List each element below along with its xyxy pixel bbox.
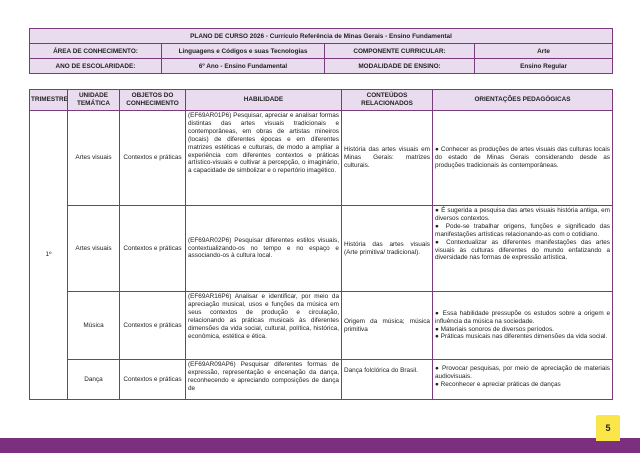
col-header-orientacoes: ORIENTAÇÕES PEDAGÓGICAS [433,90,613,111]
habilidade-text: (EF69AR09AP6) Pesquisar diferentes formas de expressão, representação e encenação da dança, reconhecendo e apreciando composições de dança de [188,361,339,392]
orientacoes-cell [433,360,613,400]
table-row [30,111,613,206]
habilidade-cell [186,206,342,292]
ano-label: ANO DE ESCOLARIDADE: [30,59,162,74]
conteudos-cell: História das artes visuais em Minas Gerais: matrizes culturais. [342,111,433,206]
orientacoes-cell [433,111,613,206]
orientacao-item: ● Materiais sonoros de diversos períodos. [435,325,554,333]
objetos-cell: Contextos e práticas [120,360,186,400]
orientacoes-cell [433,292,613,360]
habilidade-text: (EF69AR02P6) Pesquisar diferentes estilos visuais, contextualizando-os no tempo e no espaço e associando-os à cultura local. [188,236,339,260]
conteudos-cell: Origem da música; música primitiva [342,292,433,360]
col-header-trimestre: TRIMESTRE [30,90,68,111]
modalidade-value: Ensino Regular [475,59,613,74]
page-number: 5 [596,415,620,441]
course-plan-header [29,28,613,74]
col-header-conteudos: CONTEÚDOS RELACIONADOS [342,90,433,111]
orientacao-item: ● Pode-se trabalhar origens, funções e significado das manifestações artísticas relacionando-as com o cotidiano. [435,222,610,238]
conteudos-cell: História das artes visuais (Arte primitiva/ tradicional). [342,206,433,292]
habilidade-cell [186,111,342,206]
trimestre-cell: 1º [30,111,68,400]
objetos-cell: Contextos e práticas [120,206,186,292]
objetos-cell: Contextos e práticas [120,111,186,206]
col-header-unidade: UNIDADE TEMÁTICA [68,90,120,111]
table-row [30,360,613,400]
area-value: Linguagens e Códigos e suas Tecnologias [162,44,325,59]
table-row [30,206,613,292]
col-header-habilidade: HABILIDADE [186,90,342,111]
orientacao-item: ● Contextualizar as diferentes manifestações das artes visuais às culturas diferentes do mundo enfatizando a diversidade nas formas de expressão artística. [435,238,610,262]
curriculum-table [29,89,613,400]
orientacao-item: ● É sugerida a pesquisa das artes visuais história antiga, em diversos contextos. [435,207,610,222]
modalidade-label: MODALIDADE DE ENSINO: [325,59,475,74]
unidade-cell: Dança [68,360,120,400]
orientacao-item: ● Conhecer as produções de artes visuais das culturas locais do estado de Minas Gerais considerando desde as produções tradicionais às contemporâneas. [435,146,610,169]
objetos-cell: Contextos e práticas [120,292,186,360]
orientacoes-cell [433,206,613,292]
habilidade-cell [186,360,342,400]
conteudos-cell [342,360,433,400]
componente-value: Arte [475,44,613,59]
orientacao-item: ● Essa habilidade pressupõe os estudos sobre a origem e influência da música na sociedade. [435,309,610,325]
table-header-row [30,90,613,111]
table-row [30,292,613,360]
orientacao-item: ● Provocar pesquisas, por meio de apreciação de materiais audiovisuais. [435,365,610,380]
habilidade-text: (EF69AR01P6) Pesquisar, apreciar e analisar formas distintas das artes visuais tradicionais e contemporâneas, em obras de artistas mineiros (locais) de diferentes épocas e em diferentes matrizes estéticas e culturais, de modo a ampliar a experiência com diferentes contextos e práticas artístico-visuais e cultivar a percepção, o imaginário, a capacidade de simbolizar e o repertório imagético. [188,112,339,175]
orientacoes-list [435,361,610,389]
conteudos-text: Dança folclórica do Brasil. [344,367,418,374]
unidade-cell: Artes visuais [68,206,120,292]
area-label: ÁREA DE CONHECIMENTO: [30,44,162,59]
orientacao-item: ● Práticas musicais nas diferentes dimensões da vida social. [435,333,608,341]
habilidade-cell [186,292,342,360]
componente-label: COMPONENTE CURRICULAR: [325,44,475,59]
footer-bar [0,438,640,453]
col-header-objetos: OBJETOS DO CONHECIMENTO [120,90,186,111]
habilidade-text: (EF69AR16P6) Analisar e identificar, por meio da apreciação musical, usos e funções da música em seus contextos de produção e circulação, relacionando as práticas musicais às diferentes dimensões da vida social, cultural, política, histórica, econômica, estética e ética. [188,293,339,340]
ano-value: 6º Ano - Ensino Fundamental [162,59,325,74]
orientacao-item: ● Reconhecer e apreciar práticas de danças [435,380,561,388]
unidade-cell: Artes visuais [68,111,120,206]
unidade-cell: Música [68,292,120,360]
plan-title: PLANO DE CURSO 2026 - Currículo Referência de Minas Gerais - Ensino Fundamental [30,29,613,44]
